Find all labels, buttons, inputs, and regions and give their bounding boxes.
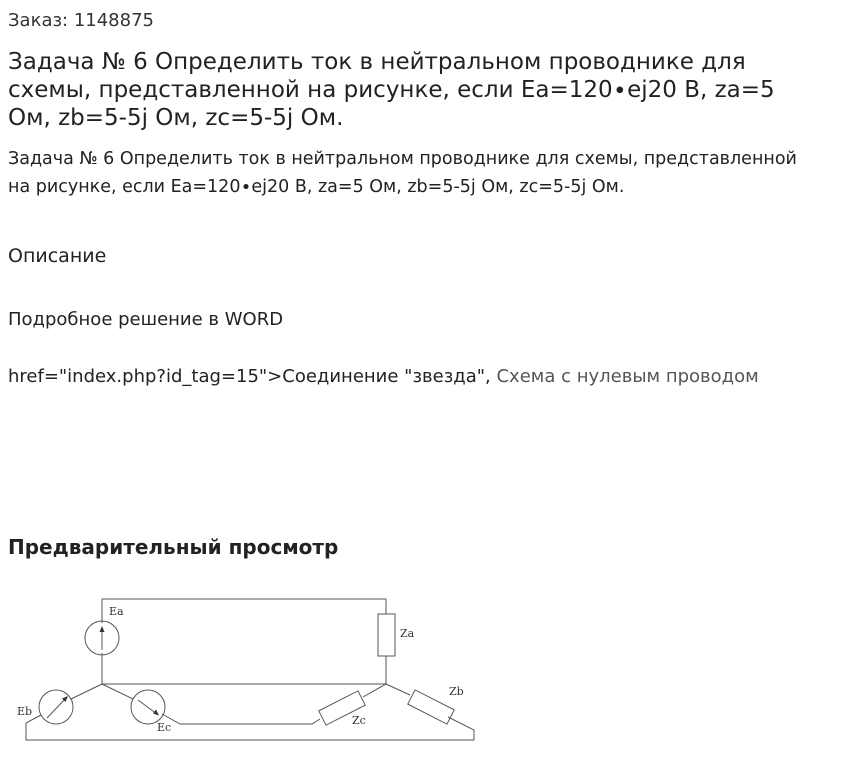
source-eb-circle [39,690,73,724]
tags-line [8,365,759,389]
resistor-zb-group [408,690,454,724]
wire-ec-top [102,684,133,699]
wire-eb-top [71,684,102,699]
wire-zb-top [386,684,410,695]
order-number: Заказ: 1148875 [8,10,154,31]
label-za: Za [400,627,415,640]
tag-link-neutral-wire[interactable]: Схема с нулевым проводом [496,366,759,387]
label-ea: Ea [109,605,124,618]
task-title: Задача № 6 Определить ток в нейтральном проводнике для схемы, представленной на рисунке, если Ea=120∙ej20 В, za=5 Ом, zb=5-5j Ом, zc=5-5j Ом. [8,49,775,131]
task-description: Задача № 6 Определить ток в нейтральном проводнике для схемы, представленной на рисунке, если Ea=120∙ej20 В, za=5 Ом, zb=5-5j Ом, zc=5-5j Ом. [8,149,797,197]
wire-ec-bottom [162,714,320,724]
tags-prefix: href="index.php?id_tag=15">Соединение "звезда", [8,366,497,387]
label-zb: Zb [449,685,464,698]
arrow-ec [138,700,157,714]
arrow-ec-head [153,710,159,716]
arrow-ea-head [100,626,105,632]
wire-top [102,599,386,623]
label-zc: Zc [352,714,366,727]
wire-zc-top [363,684,386,697]
resistor-zb [408,690,454,724]
label-eb: Eb [17,705,33,718]
description-heading: Описание [8,245,107,267]
wire-bottom-return [26,715,474,740]
resistor-za [378,614,395,656]
label-ec: Ec [157,721,172,734]
preview-heading: Предварительный просмотр [8,535,339,559]
solution-format-text: Подробное решение в WORD [8,309,284,330]
circuit-diagram [10,590,490,755]
arrow-eb [47,698,66,718]
circuit-preview-image [10,590,490,755]
